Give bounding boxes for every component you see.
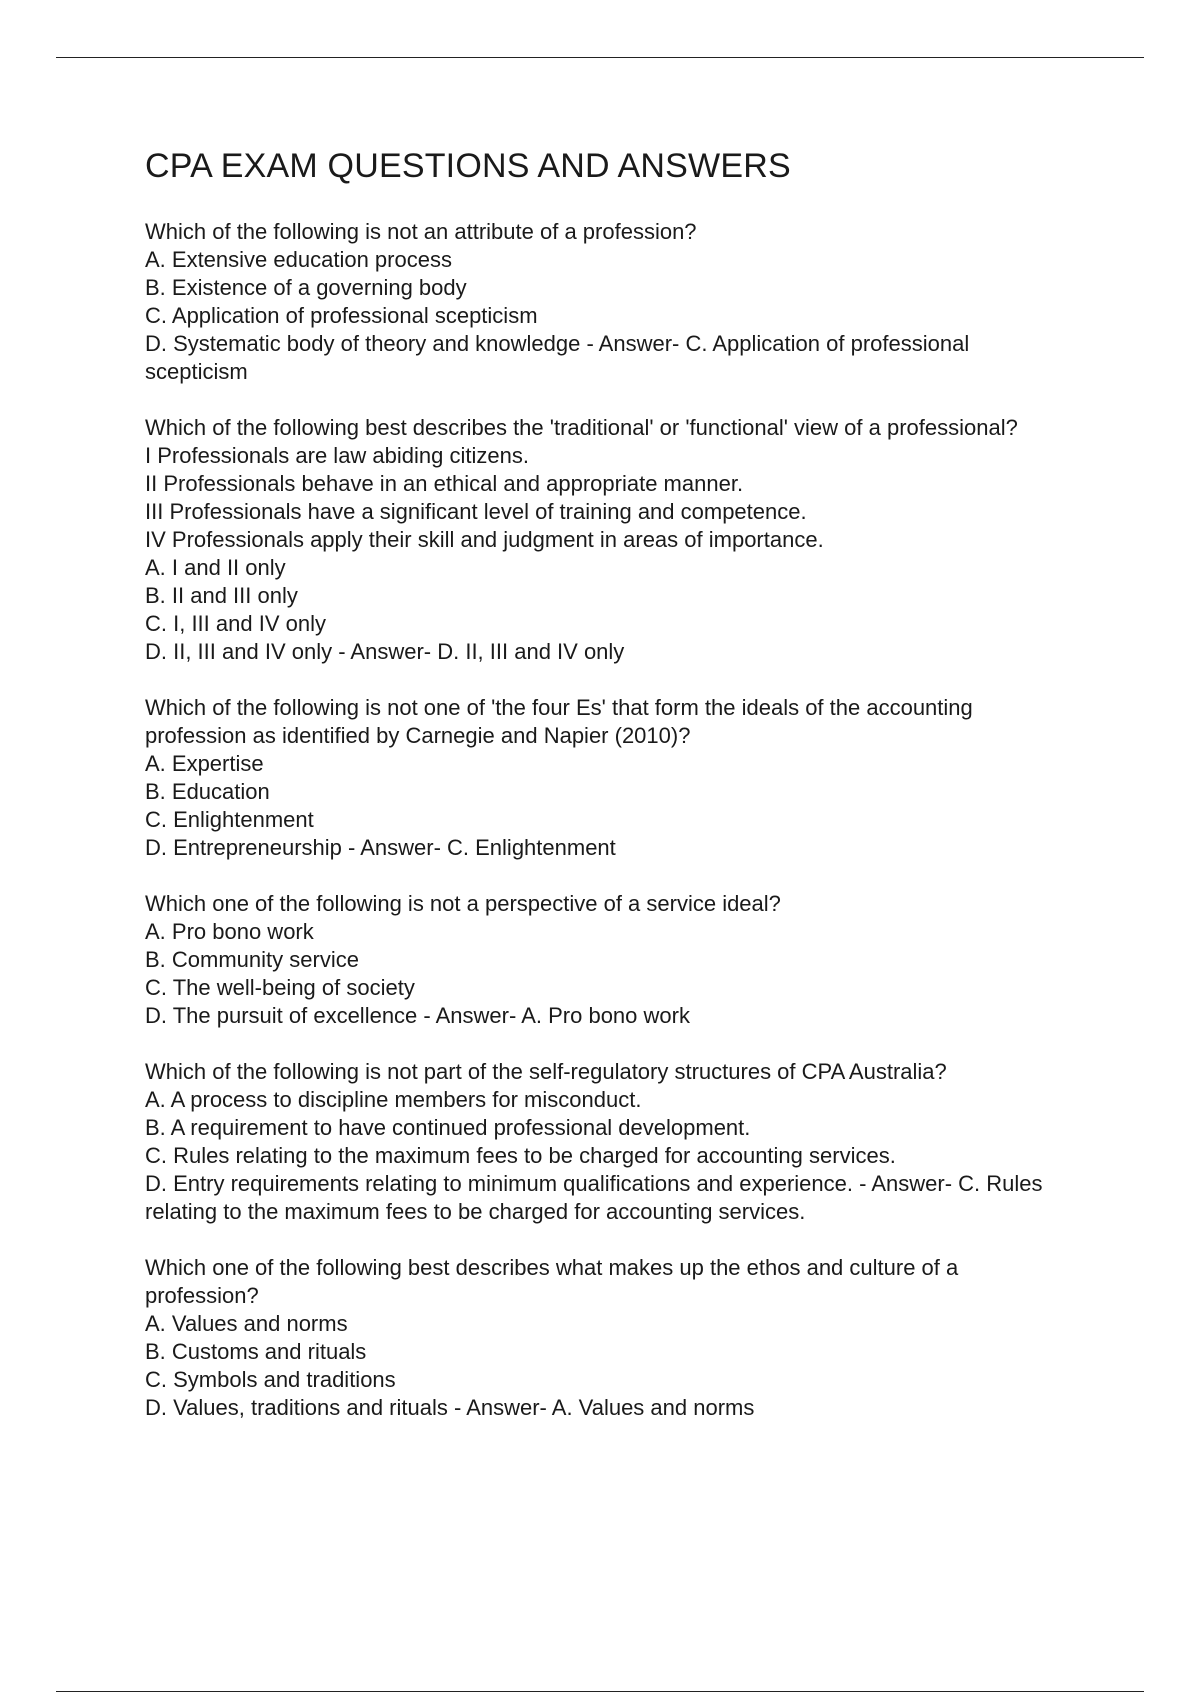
option-line-with-answer: D. Values, traditions and rituals - Answer- A. Values and norms [145, 1395, 755, 1420]
question-block [145, 218, 1075, 386]
statement-line: IV Professionals apply their skill and judgment in areas of importance. [145, 527, 824, 552]
option-line: C. Rules relating to the maximum fees to be charged for accounting services. [145, 1143, 896, 1168]
option-line: A. I and II only [145, 555, 286, 580]
option-line: B. II and III only [145, 583, 298, 608]
option-line: B. Customs and rituals [145, 1339, 367, 1364]
question-block [145, 414, 1075, 666]
option-line: B. Community service [145, 947, 359, 972]
statement-line: I Professionals are law abiding citizens. [145, 443, 529, 468]
question-text: Which of the following is not part of the self-regulatory structures of CPA Australia? [145, 1059, 947, 1084]
document-body [145, 146, 1075, 1450]
option-line-with-answer: D. Entrepreneurship - Answer- C. Enlightenment [145, 835, 616, 860]
option-line: B. Education [145, 779, 270, 804]
question-block [145, 890, 1075, 1030]
option-line-with-answer: D. The pursuit of excellence - Answer- A. Pro bono work [145, 1003, 690, 1028]
option-line-with-answer: D. Entry requirements relating to minimum qualifications and experience. - Answer- C. Rules relating to the maximum fees to be charged for accounting services. [145, 1171, 1043, 1224]
option-line: C. Application of professional scepticism [145, 303, 538, 328]
option-line: C. Symbols and traditions [145, 1367, 396, 1392]
option-line: B. Existence of a governing body [145, 275, 467, 300]
question-block [145, 1254, 1075, 1422]
option-line: A. Values and norms [145, 1311, 348, 1336]
question-block [145, 1058, 1075, 1226]
bottom-rule [56, 1691, 1144, 1692]
option-line: A. Expertise [145, 751, 264, 776]
option-line: A. Extensive education process [145, 247, 452, 272]
option-line: C. Enlightenment [145, 807, 314, 832]
question-text: Which one of the following is not a perspective of a service ideal? [145, 891, 781, 916]
question-text: Which of the following best describes the 'traditional' or 'functional' view of a professional? [145, 415, 1018, 440]
option-line: A. A process to discipline members for misconduct. [145, 1087, 642, 1112]
statement-line: II Professionals behave in an ethical and appropriate manner. [145, 471, 744, 496]
option-line: C. I, III and IV only [145, 611, 326, 636]
page-title: CPA EXAM QUESTIONS AND ANSWERS [145, 147, 791, 185]
option-line: C. The well-being of society [145, 975, 415, 1000]
statement-line: III Professionals have a significant level of training and competence. [145, 499, 807, 524]
option-line: B. A requirement to have continued professional development. [145, 1115, 751, 1140]
option-line-with-answer: D. II, III and IV only - Answer- D. II, III and IV only [145, 639, 625, 664]
question-block [145, 694, 1075, 862]
question-text: Which of the following is not an attribute of a profession? [145, 219, 697, 244]
option-line: A. Pro bono work [145, 919, 314, 944]
question-text: Which one of the following best describes what makes up the ethos and culture of a profession? [145, 1255, 959, 1308]
option-line-with-answer: D. Systematic body of theory and knowledge - Answer- C. Application of professional scepticism [145, 331, 970, 384]
top-rule [56, 57, 1144, 58]
question-text: Which of the following is not one of 'the four Es' that form the ideals of the accounting profession as identified by Carnegie and Napier (2010)? [145, 695, 973, 748]
